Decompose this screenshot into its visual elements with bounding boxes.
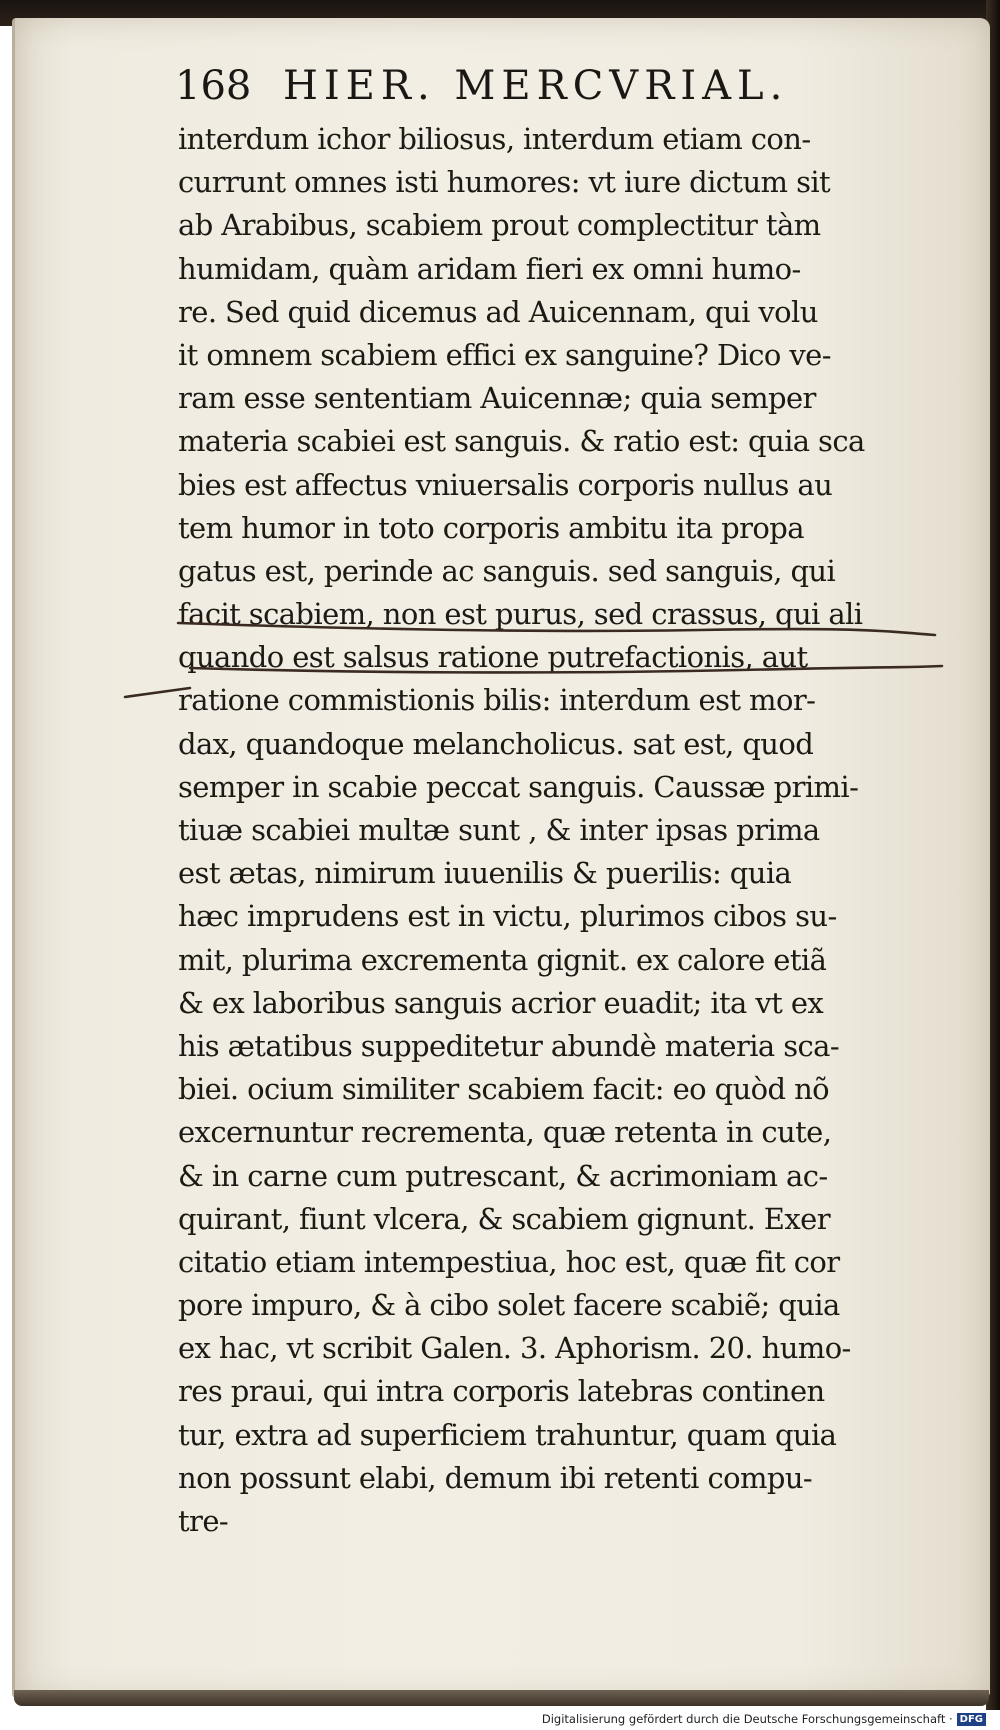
text-line: ex hac, vt scribit Galen. 3. Aphorism. 20. humo- xyxy=(178,1331,851,1366)
text-line: ab Arabibus, scabiem prout complectitur tàm xyxy=(178,208,821,243)
text-line: citatio etiam intempestiua, hoc est, quæ fit cor xyxy=(178,1244,840,1279)
text-line: humidam, quàm aridam fieri ex omni humo- xyxy=(178,251,801,286)
dfg-logo: DFG xyxy=(957,1713,986,1726)
text-line: biei. ocium similiter scabiem facit: eo quòd nõ xyxy=(178,1072,830,1107)
credit-text: Digitalisierung gefördert durch die Deutsche Forschungsgemeinschaft · xyxy=(541,1712,953,1726)
text-line: dax, quandoque melancholicus. sat est, quod xyxy=(178,726,814,761)
text-line: currunt omnes isti humores: vt iure dictum sit xyxy=(178,165,831,200)
page-header xyxy=(175,58,875,114)
text-line: re. Sed quid dicemus ad Auicennam, qui volu xyxy=(178,294,818,329)
text-line: interdum ichor biliosus, interdum etiam con- xyxy=(178,122,811,156)
text-line: it omnem scabiem effici ex sanguine? Dico ve- xyxy=(178,337,831,372)
digitization-credit xyxy=(542,1712,986,1726)
text-line: semper in scabie peccat sanguis. Caussæ primi- xyxy=(178,769,859,804)
text-line: & in carne cum putrescant, & acrimoniam ac- xyxy=(178,1158,828,1193)
text-line: quando est salsus ratione putrefactionis, aut xyxy=(178,640,808,675)
text-line: his ætatibus suppeditetur abundè materia sca- xyxy=(178,1028,840,1063)
text-line: tem humor in toto corporis ambitu ita propa xyxy=(178,510,804,545)
text-line: hæc imprudens est in victu, plurimos cibos su- xyxy=(178,899,837,934)
text-line: mit, plurima excrementa gignit. ex calore etiã xyxy=(178,942,827,977)
page-number: 168 xyxy=(175,63,252,109)
text-line: pore impuro, & à cibo solet facere scabiẽ; quia xyxy=(178,1288,840,1323)
text-line: tre- xyxy=(178,1504,229,1538)
text-line: & ex laboribus sanguis acrior euadit; ita vt ex xyxy=(178,985,824,1020)
text-line: facit scabiem, non est purus, sed crassus, qui ali xyxy=(178,597,863,632)
text-line: est ætas, nimirum iuuenilis & puerilis: quia xyxy=(178,856,792,891)
text-line: excernuntur recrementa, quæ retenta in cute, xyxy=(178,1115,832,1150)
text-line: bies est affectus vniuersalis corporis nullus au xyxy=(178,467,833,502)
text-line: quirant, fiunt vlcera, & scabiem gignunt. Exer xyxy=(178,1201,830,1236)
body-text xyxy=(178,118,918,1543)
text-line: ram esse sententiam Auicennæ; quia semper xyxy=(178,381,816,416)
text-line: non possunt elabi, demum ibi retenti compu- xyxy=(178,1460,813,1495)
text-line: materia scabiei est sanguis. & ratio est: quia sca xyxy=(178,424,865,459)
running-head: HIER. MERCVRIAL. xyxy=(283,63,789,109)
text-line: gatus est, perinde ac sanguis. sed sanguis, qui xyxy=(178,553,836,588)
page-bottom-edge xyxy=(14,1690,989,1706)
text-line: tiuæ scabiei multæ sunt , & inter ipsas prima xyxy=(178,813,820,847)
text-line: res praui, qui intra corporis latebras continen xyxy=(178,1374,825,1409)
text-line: ratione commistionis bilis: interdum est mor- xyxy=(178,683,816,718)
text-line: tur, extra ad superficiem trahuntur, quam quia xyxy=(178,1417,837,1452)
